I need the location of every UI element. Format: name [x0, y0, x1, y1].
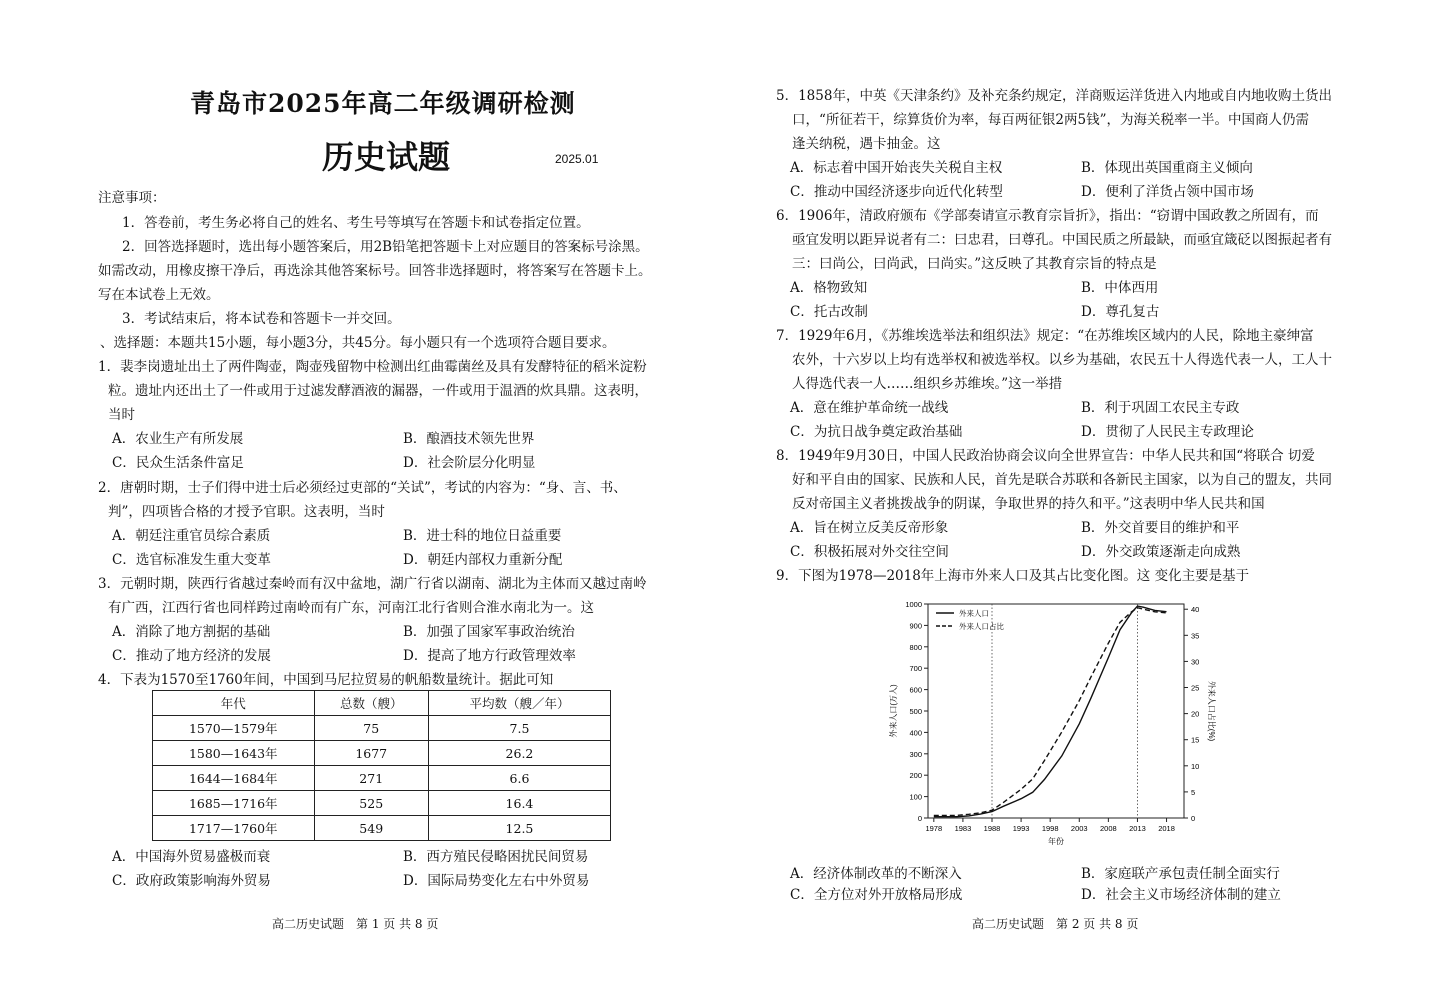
series-line-share	[934, 608, 1167, 816]
x-tick-label: 2003	[1070, 824, 1088, 833]
notice-line: 写在本试卷上无效。	[98, 287, 220, 303]
question-6-option-d[interactable]: D．尊孔复古	[1081, 304, 1160, 320]
y2-tick-label: 20	[1191, 709, 1200, 719]
table-header: 总数（艘）	[314, 691, 428, 716]
y-tick-label: 200	[909, 771, 922, 781]
table-header-row	[153, 691, 611, 716]
table-cell: 12.5	[428, 816, 610, 841]
notice-line: 3．考试结束后，将本试卷和答题卡一并交回。	[122, 311, 401, 327]
question-4-option-d[interactable]: D．国际局势变化左右中外贸易	[403, 873, 590, 889]
y2-tick-label: 15	[1191, 735, 1200, 745]
x-tick-label: 1988	[983, 824, 1001, 833]
question-8-text: 8．1949年9月30日，中国人民政治协商会议向全世界宣告：中华人民共和国“将联合 切爱	[776, 448, 1315, 464]
question-5-option-d[interactable]: D．便利了洋货占领中国市场	[1081, 184, 1254, 200]
exam-title: 青岛市2025年高二年级调研检测	[190, 89, 576, 118]
question-4-option-a[interactable]: A．中国海外贸易盛极而衰	[112, 849, 271, 865]
question-1-option-c[interactable]: C．民众生活条件富足	[112, 455, 244, 471]
question-1-option-b[interactable]: B．酿酒技术领先世界	[403, 431, 535, 447]
question-2-option-b[interactable]: B．进士科的地位日益重要	[403, 528, 562, 544]
question-1-text: 粒。遗址内还出土了一件或用于过滤发酵酒液的漏器，一件或用于温酒的炊具鼎。这表明，	[108, 383, 648, 399]
table-cell: 271	[314, 766, 428, 791]
question-3-option-c[interactable]: C．推动了地方经济的发展	[112, 648, 271, 664]
x-tick-label: 1998	[1041, 824, 1059, 833]
y-tick-label: 300	[909, 749, 922, 759]
y2-tick-label: 0	[1191, 814, 1196, 823]
table-cell: 1570—1579年	[153, 716, 315, 741]
page-left	[0, 0, 718, 1002]
table-row	[153, 791, 611, 816]
question-4-option-c[interactable]: C．政府政策影响海外贸易	[112, 873, 271, 889]
question-1-option-d[interactable]: D．社会阶层分化明显	[403, 455, 536, 471]
question-8-text: 好和平自由的国家、民族和人民，首先是联合苏联和各新民主国家，以为自己的盟友，共同	[792, 472, 1332, 488]
question-8-option-d[interactable]: D．外交政策逐渐走向成熟	[1081, 544, 1241, 560]
y2-tick-label: 5	[1191, 787, 1196, 797]
question-2-text: 2．唐朝时期，士子们得中进士后必须经过吏部的“关试”，考试的内容为：“身、言、书、	[98, 480, 627, 496]
y-tick-label: 1000	[905, 600, 922, 609]
table-header: 年代	[153, 691, 315, 716]
question-1-text: 当时	[108, 407, 135, 423]
question-8-option-b[interactable]: B．外交首要目的维护和平	[1081, 520, 1240, 536]
table-header: 平均数（艘／年）	[428, 691, 610, 716]
table-row	[153, 716, 611, 741]
question-5-option-a[interactable]: A．标志着中国开始丧失关税自主权	[790, 160, 1003, 176]
table-cell: 1677	[314, 741, 428, 766]
question-8-text: 反对帝国主义者挑拨战争的阴谋，争取世界的持久和平。”这表明中华人民共和国	[792, 496, 1265, 512]
y2-tick-label: 40	[1191, 605, 1200, 615]
y-tick-label: 600	[909, 685, 922, 695]
question-1-option-a[interactable]: A．农业生产有所发展	[112, 431, 244, 447]
table-row	[153, 741, 611, 766]
question-4-table	[152, 690, 611, 841]
x-tick-label: 2018	[1158, 824, 1175, 833]
y2-axis-label: 外来人口占比(%)	[1207, 680, 1216, 742]
notice-line: 如需改动，用橡皮擦干净后，再选涂其他答案标号。回答非选择题时，将答案写在答题卡上。	[98, 263, 652, 279]
x-tick-label: 1983	[954, 824, 972, 833]
x-tick-label: 1978	[925, 824, 943, 833]
y-tick-label: 100	[909, 792, 922, 802]
question-9-option-b[interactable]: B．家庭联产承包责任制全面实行	[1081, 866, 1280, 882]
question-5-text: 口，“所征若干，综算货价为率，每百两征银2两5钱”，为海关税率一半。中国商人仍需	[792, 112, 1309, 128]
question-7-text: 人得选代表一人……组织乡苏维埃。”这一举措	[792, 376, 1063, 392]
legend-label: 外来人口占比	[959, 622, 1004, 631]
question-6-option-b[interactable]: B．中体西用	[1081, 280, 1159, 296]
question-5-option-c[interactable]: C．推动中国经济逐步向近代化转型	[790, 184, 1003, 200]
table-row	[153, 766, 611, 791]
y-tick-label: 800	[909, 642, 922, 652]
y-tick-label: 900	[909, 621, 922, 631]
question-5-text: 逢关纳税，遇卡抽金。这	[792, 136, 941, 152]
table-cell: 6.6	[428, 766, 610, 791]
y-tick-label: 400	[909, 728, 922, 738]
y-tick-label: 500	[909, 707, 922, 716]
question-7-text: 农外，十六岁以上均有选举权和被选举权。以乡为基础，农民五十人得选代表一人，工人十	[792, 352, 1332, 368]
y2-tick-label: 35	[1191, 631, 1200, 641]
question-8-option-a[interactable]: A．旨在树立反美反帝形象	[790, 520, 949, 536]
table-cell: 75	[314, 716, 428, 741]
question-3-text: 3．元朝时期，陕西行省越过秦岭而有汉中盆地，湖广行省以湖南、湖北为主体而又越过南岭	[98, 576, 647, 592]
population-chart	[866, 592, 1216, 854]
table-cell: 7.5	[428, 716, 610, 741]
question-5-option-b[interactable]: B．体现出英国重商主义倾向	[1081, 160, 1253, 176]
y-axis-label: 外来人口(万人)	[889, 684, 898, 738]
question-7-option-a[interactable]: A．意在维护革命统一战线	[790, 400, 949, 416]
x-tick-label: 2013	[1129, 824, 1146, 833]
question-4-option-b[interactable]: B．西方殖民侵略困扰民间贸易	[403, 849, 589, 865]
table-cell: 1580—1643年	[153, 741, 315, 766]
question-6-text: 亟宜发明以距异说者有二：曰忠君，曰尊孔。中国民质之所最缺，而亟宜箴砭以图振起者有	[792, 232, 1332, 248]
table-cell: 1644—1684年	[153, 766, 315, 791]
series-line-population	[934, 606, 1167, 817]
exam-subtitle: 历史试题	[322, 138, 451, 176]
notice-heading: 注意事项：	[98, 190, 166, 206]
section-heading: 、选择题：本题共15小题，每小题3分，共45分。每小题只有一个选项符合题目要求。	[100, 335, 616, 351]
question-2-option-a[interactable]: A．朝廷注重官员综合素质	[112, 528, 271, 544]
page-footer: 高二历史试题 第 1 页 共 8 页	[272, 917, 439, 931]
question-3-text: 有广西，江西行省也同样跨过南岭而有广东，河南江北行省则合淮水南北为一。这	[108, 600, 594, 616]
question-7-option-c[interactable]: C．为抗日战争奠定政治基础	[790, 424, 963, 440]
question-2-option-d[interactable]: D．朝廷内部权力重新分配	[403, 552, 563, 568]
question-9-option-a[interactable]: A．经济体制改革的不断深入	[790, 866, 962, 882]
question-3-option-d[interactable]: D．提高了地方行政管理效率	[403, 648, 576, 664]
y-tick-label: 700	[909, 664, 922, 674]
y2-tick-label: 25	[1191, 683, 1200, 693]
question-2-option-c[interactable]: C．选官标准发生重大变革	[112, 552, 271, 568]
y-tick-label: 0	[917, 814, 922, 823]
question-6-text: 三：曰尚公，曰尚武，曰尚实。”这反映了其教育宗旨的特点是	[792, 256, 1157, 272]
question-6-text: 6．1906年，清政府颁布《学部奏请宣示教育宗旨折》，指出：“窃谓中国政教之所固有，而	[776, 208, 1319, 224]
x-tick-label: 1993	[1012, 824, 1030, 833]
question-8-option-c[interactable]: C．积极拓展对外交往空间	[790, 544, 949, 560]
notice-line: 2．回答选择题时，选出每小题答案后，用2B铅笔把答题卡上对应题目的答案标号涂黑。	[122, 239, 649, 255]
question-1-text: 1．裴李岗遗址出土了两件陶壶，陶壶残留物中检测出红曲霉菌丝及具有发酵特征的稻米淀粉	[98, 359, 647, 375]
table-cell: 525	[314, 791, 428, 816]
question-4-text: 4．下表为1570至1760年间，中国到马尼拉贸易的帆船数量统计。据此可知	[98, 672, 554, 688]
question-5-text: 5．1858年，中英《天津条约》及补充条约规定，洋商贩运洋货进入内地或自内地收购土货出	[776, 88, 1332, 104]
table-cell: 1717—1760年	[153, 816, 315, 841]
question-7-text: 7．1929年6月，《苏维埃选举法和组织法》规定：“在苏维埃区域内的人民，除地主豪绅富	[776, 328, 1314, 344]
question-3-option-a[interactable]: A．消除了地方割据的基础	[112, 624, 271, 640]
table-cell: 16.4	[428, 791, 610, 816]
question-6-option-a[interactable]: A．格物致知	[790, 280, 868, 296]
table-row	[153, 816, 611, 841]
question-9-text: 9．下图为1978—2018年上海市外来人口及其占比变化图。这 变化主要是基于	[776, 568, 1250, 584]
x-tick-label: 2008	[1100, 824, 1117, 833]
question-9-option-c[interactable]: C．全方位对外开放格局形成	[790, 887, 963, 903]
page-right	[718, 0, 1437, 1002]
y2-tick-label: 30	[1191, 657, 1200, 667]
table-cell: 26.2	[428, 741, 610, 766]
x-axis-label: 年份	[1048, 837, 1064, 846]
table-cell: 1685—1716年	[153, 791, 315, 816]
question-3-option-b[interactable]: B．加强了国家军事政治统治	[403, 624, 575, 640]
question-7-option-d[interactable]: D．贯彻了人民民主专政理论	[1081, 424, 1254, 440]
legend-label: 外来人口	[959, 609, 989, 618]
notice-line: 1．答卷前，考生务必将自己的姓名、考生号等填写在答题卡和试卷指定位置。	[122, 215, 590, 231]
exam-date: 2025.01	[555, 152, 599, 166]
question-2-text: 判”，四项皆合格的才授予官职。这表明，当时	[108, 504, 385, 520]
question-9-option-d[interactable]: D．社会主义市场经济体制的建立	[1081, 887, 1281, 903]
question-7-option-b[interactable]: B．利于巩固工农民主专政	[1081, 400, 1240, 416]
y2-tick-label: 10	[1191, 761, 1200, 771]
table-cell: 549	[314, 816, 428, 841]
question-6-option-c[interactable]: C．托古改制	[790, 304, 868, 320]
chart-frame	[928, 604, 1184, 818]
page-footer: 高二历史试题 第 2 页 共 8 页	[972, 917, 1139, 931]
